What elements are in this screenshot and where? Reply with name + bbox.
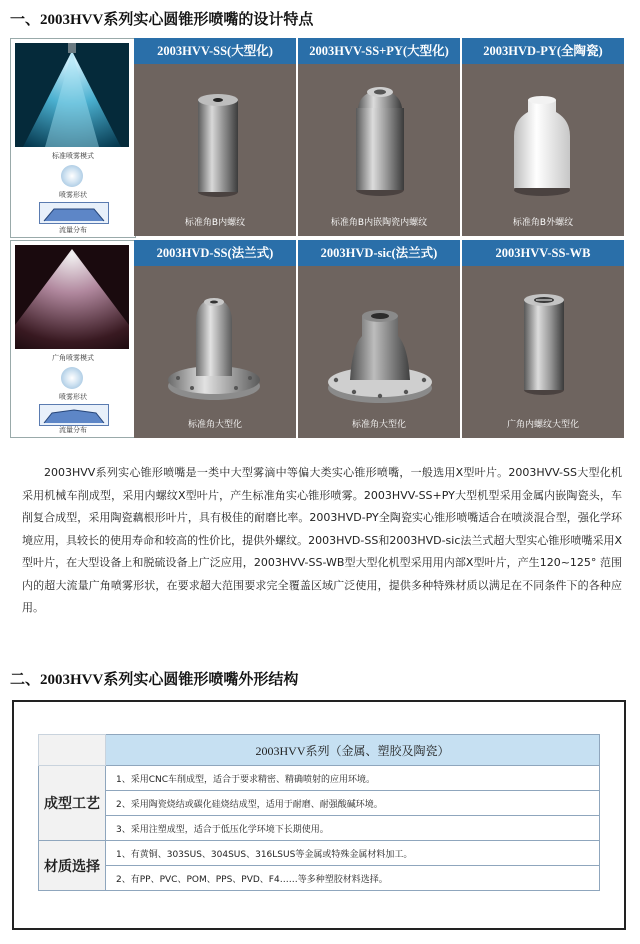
- product-caption: 标准角B外螺纹: [512, 218, 574, 228]
- table-row: 1、有黄铜、303SUS、304SUS、316LSUS等金属或特殊金属材料加工。: [106, 841, 600, 866]
- product-card: [298, 38, 460, 236]
- table-row: 2、有PP、PVC、POM、PPS、PVD、F4……等多种塑胶材料选择。: [106, 866, 600, 891]
- nozzle-image: [298, 266, 460, 416]
- spray-panel-standard: [10, 38, 136, 238]
- product-caption: 标准角大型化: [187, 420, 242, 430]
- category-material: 材质选择: [39, 841, 106, 891]
- product-model: 2003HVD-sic(法兰式): [298, 240, 460, 266]
- spray-shape-label: 喷雾形状: [59, 393, 87, 401]
- product-card: [134, 38, 296, 236]
- wide-spray-image: [15, 245, 129, 349]
- flow-distribution-icon: [39, 202, 109, 224]
- flow-distribution-icon: [39, 404, 109, 426]
- spec-table: [38, 734, 600, 891]
- nozzle-image: [462, 266, 624, 416]
- section-2-title: 二、2003HVV系列实心圆锥形喷嘴外形结构: [10, 672, 299, 688]
- table-row: 1、采用CNC车削成型，适合于要求精密、精确喷射的应用环境。: [106, 766, 600, 791]
- spray-panel-wide: [10, 240, 136, 438]
- nozzle-image: [462, 64, 624, 214]
- table-corner-cell: [39, 735, 106, 766]
- spray-mode-label: 广角喷雾模式: [52, 354, 94, 362]
- standard-spray-image: [15, 43, 129, 147]
- table-row: 3、采用注塑成型，适合于低压化学环境下长期使用。: [106, 816, 600, 841]
- nozzle-image: [134, 266, 296, 416]
- product-card: [462, 38, 624, 236]
- nozzle-image: [298, 64, 460, 214]
- description-paragraph: 2003HVV系列实心锥形喷嘴是一类中大型雾滴中等偏大类实心锥形喷嘴，一般选用X型叶片。2003HVV-SS大型化机采用机械车削成型，采用内螺纹X型叶片，产生标准角实心锥形喷雾。2003HVV-SS+PY大型机型采用金属内嵌陶瓷头，车削复合成型，采用陶瓷藕根形叶片，具有极佳的耐磨比率。2003HVD-PY全陶瓷实心锥形喷嘴适合在喷淡混合型，强化学环境应用，具较长的使用寿命和较高的性价比，提供外螺纹。2003HVD-SS和2003HVD-sic法兰式超大型实心锥形喷嘴采用X型叶片，在大型设备上和脱硫设备上广泛应用，2003HVV-SS-WB型大型化机型采用用内部X型叶片，产生120~125° 范围内的超大流量广角喷雾形状，在要求超大范围要求完全覆盖区域广泛使用，提供多种特殊材质以满足在不同条件下的各种应用。: [22, 466, 622, 614]
- nozzle-image: [134, 64, 296, 214]
- flow-distribution-label: 流量分布: [59, 426, 87, 434]
- product-model: 2003HVD-SS(法兰式): [134, 240, 296, 266]
- spec-table-frame: [12, 700, 626, 930]
- product-card: [298, 240, 460, 438]
- product-card: [134, 240, 296, 438]
- spray-shape-icon: [61, 367, 83, 389]
- product-caption: 广角内螺纹大型化: [506, 420, 579, 430]
- product-model: 2003HVV-SS(大型化): [134, 38, 296, 64]
- product-model: 2003HVV-SS-WB: [462, 240, 624, 266]
- table-header: 2003HVV系列（金属、塑胶及陶瓷）: [106, 735, 600, 766]
- product-caption: 标准角B内嵌陶瓷内螺纹: [330, 218, 428, 228]
- product-caption: 标准角B内螺纹: [184, 218, 246, 228]
- product-caption: 标准角大型化: [351, 420, 406, 430]
- spray-mode-label: 标准喷雾模式: [52, 152, 94, 160]
- category-process: 成型工艺: [39, 766, 106, 841]
- product-model: 2003HVV-SS+PY(大型化): [298, 38, 460, 64]
- product-grid: [10, 38, 624, 438]
- section-1-title: 一、2003HVV系列实心圆锥形喷嘴的设计特点: [10, 12, 314, 28]
- flow-distribution-label: 流量分布: [59, 226, 87, 234]
- spray-shape-icon: [61, 165, 83, 187]
- table-row: 2、采用陶瓷烧结或碳化硅烧结成型，适用于耐磨、耐强酸碱环境。: [106, 791, 600, 816]
- product-model: 2003HVD-PY(全陶瓷): [462, 38, 624, 64]
- product-card: [462, 240, 624, 438]
- spray-shape-label: 喷雾形状: [59, 191, 87, 199]
